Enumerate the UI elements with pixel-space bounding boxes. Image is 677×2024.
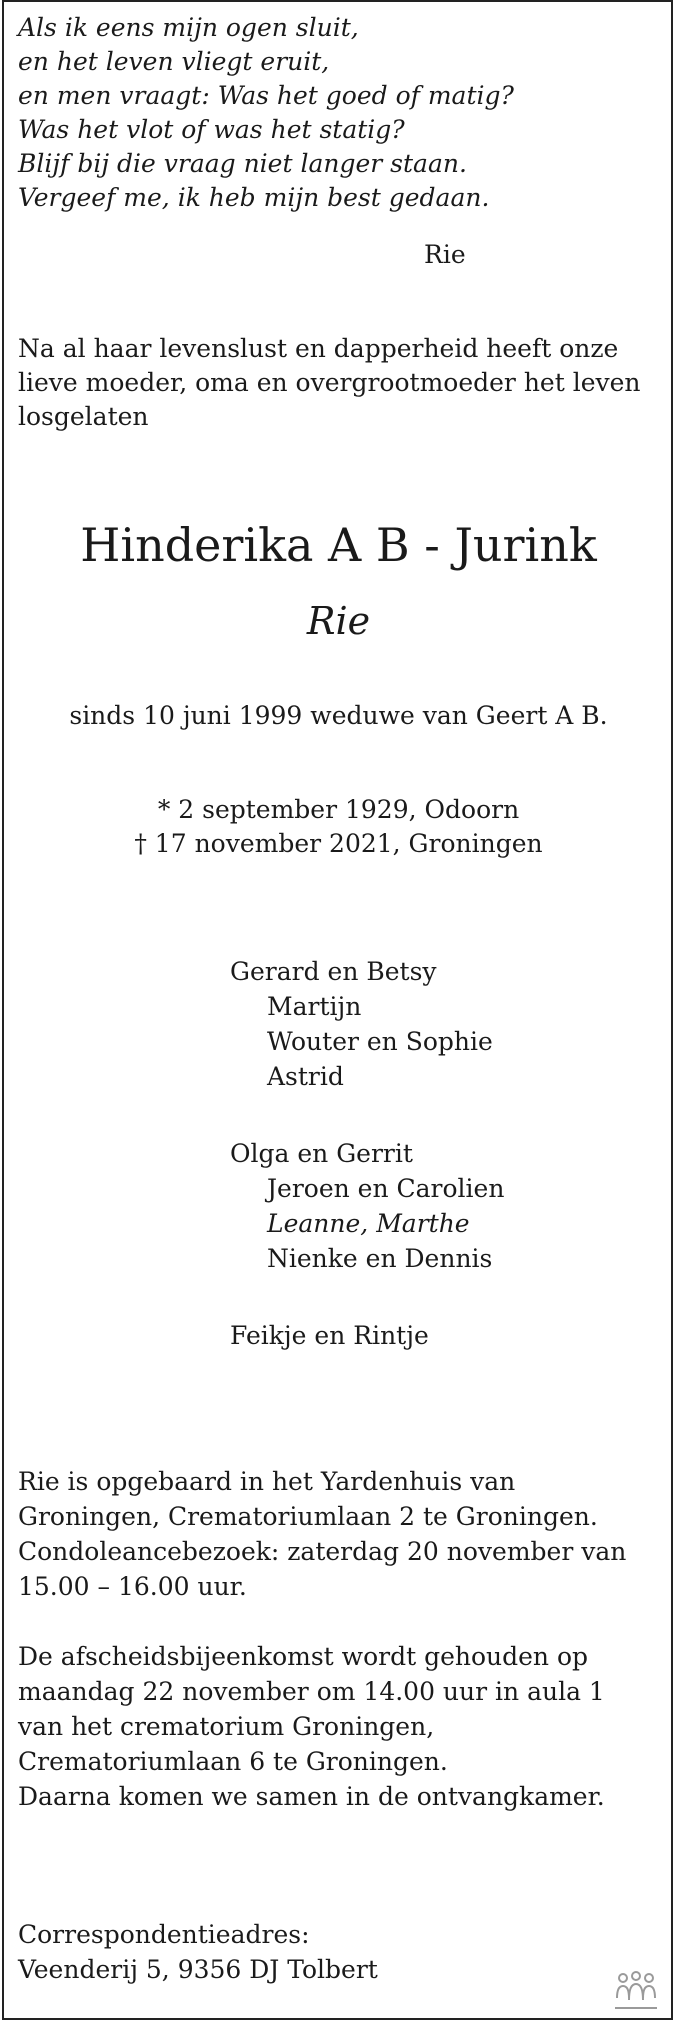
family-great-grandchildren: Leanne, Marthe: [267, 1209, 470, 1238]
ceremony-line: van het crematorium Groningen,: [18, 1712, 435, 1741]
poem-signature: Rie: [424, 240, 466, 269]
widow-line: sinds 10 juni 1999 weduwe van Geert A B.: [69, 701, 608, 730]
deceased-name: Hinderika A B - Jurink: [80, 518, 597, 572]
poem-line: en men vraagt: Was het goed of matig?: [18, 81, 514, 110]
family-parents: Feikje en Rintje: [230, 1321, 429, 1350]
poem-line: Was het vlot of was het statig?: [18, 115, 405, 144]
family-child: Martijn: [267, 992, 362, 1021]
visit-line: Rie is opgebaard in het Yardenhuis van: [18, 1467, 516, 1496]
visit-line: 15.00 – 16.00 uur.: [18, 1572, 247, 1601]
ceremony-line: De afscheidsbijeenkomst wordt gehouden op: [18, 1642, 589, 1671]
intro-line: lieve moeder, oma en overgrootmoeder het leven: [18, 368, 641, 397]
family-child: Jeroen en Carolien: [267, 1174, 505, 1203]
visit-line: Groningen, Crematoriumlaan 2 te Groningen.: [18, 1502, 598, 1531]
family-child: Astrid: [267, 1062, 344, 1091]
correspondence-label: Correspondentieadres:: [18, 1920, 310, 1949]
ceremony-line: Crematoriumlaan 6 te Groningen.: [18, 1747, 448, 1776]
ceremony-line: Daarna komen we samen in de ontvangkamer.: [18, 1782, 605, 1811]
family-child: Wouter en Sophie: [267, 1027, 493, 1056]
family-parents: Gerard en Betsy: [230, 957, 437, 986]
family-parents: Olga en Gerrit: [230, 1139, 413, 1168]
intro-line: losgelaten: [18, 402, 149, 431]
family-child: Nienke en Dennis: [267, 1244, 493, 1273]
poem-line: en het leven vliegt eruit,: [18, 47, 330, 76]
poem-line: Vergeef me, ik heb mijn best gedaan.: [18, 183, 490, 212]
death-line: † 17 november 2021, Groningen: [134, 829, 543, 858]
ceremony-line: maandag 22 november om 14.00 uur in aula 1: [18, 1677, 605, 1706]
visit-line: Condoleancebezoek: zaterdag 20 november van: [18, 1537, 627, 1566]
birth-line: * 2 september 1929, Odoorn: [157, 795, 520, 824]
deceased-nickname: Rie: [306, 599, 371, 643]
correspondence-address: Veenderij 5, 9356 DJ Tolbert: [18, 1955, 378, 1984]
poem-line: Als ik eens mijn ogen sluit,: [18, 13, 359, 42]
poem-line: Blijf bij die vraag niet langer staan.: [18, 149, 467, 178]
people-group-icon: [613, 1968, 659, 2014]
intro-line: Na al haar levenslust en dapperheid heeft onze: [18, 334, 619, 363]
